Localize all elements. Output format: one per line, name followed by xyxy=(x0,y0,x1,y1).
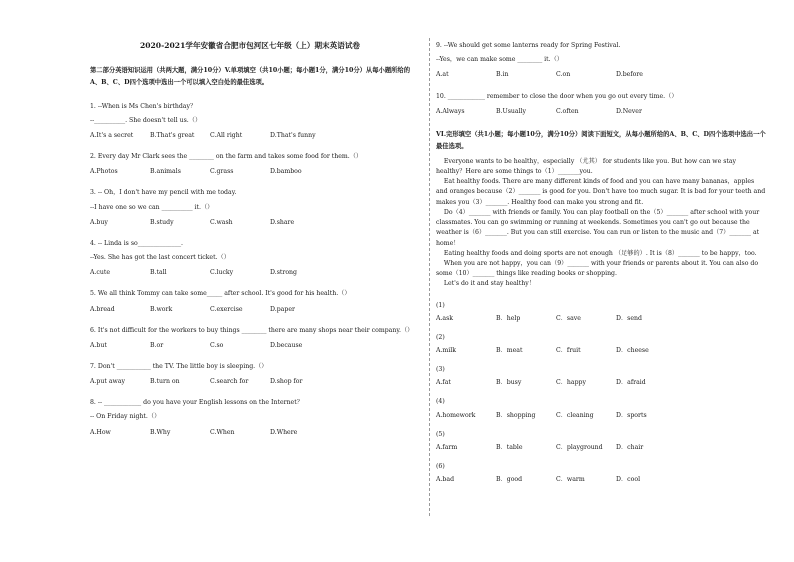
cloze-option[interactable]: D．cheese xyxy=(616,347,649,355)
answer-option[interactable]: B.study xyxy=(150,218,174,226)
cloze-item-number: (6) xyxy=(436,462,445,470)
answer-options xyxy=(90,378,410,385)
answer-option[interactable]: B.or xyxy=(150,341,164,349)
page-title: 2020-2021学年安徽省合肥市包河区七年级（上）期末英语试卷 xyxy=(139,41,361,50)
question-text: 7. Don't ___________ the TV. The little boy is sleeping.（） xyxy=(90,362,268,370)
answer-option[interactable]: B.work xyxy=(150,305,173,313)
question xyxy=(90,326,414,349)
answer-options xyxy=(90,269,410,276)
answer-options xyxy=(90,429,410,436)
question xyxy=(90,189,410,226)
cloze-item-number: (4) xyxy=(436,398,445,406)
question xyxy=(90,399,410,436)
question xyxy=(90,290,410,312)
question xyxy=(90,240,410,277)
answer-option[interactable]: A.at xyxy=(436,71,449,79)
question-text: 2. Every day Mr Clark sees the ________ on the farm and takes some food for them.（） xyxy=(90,153,363,161)
answer-option[interactable]: D.Where xyxy=(270,428,298,436)
cloze-option[interactable]: C．save xyxy=(556,314,581,322)
answer-option[interactable]: A.bread xyxy=(90,305,115,313)
answer-option[interactable]: C.so xyxy=(210,341,224,349)
answer-option[interactable]: C.wash xyxy=(210,218,233,226)
cloze-item-number: (5) xyxy=(436,430,445,438)
question-list-continued xyxy=(436,42,766,115)
cloze-options xyxy=(436,379,766,386)
cloze-option[interactable]: C．fruit xyxy=(556,347,581,355)
answer-option[interactable]: A.cute xyxy=(90,269,111,277)
question-text: 5. We all think Tommy can take some_____ after school. It's good for his health.（） xyxy=(90,290,351,298)
cloze-option[interactable]: A.homework xyxy=(436,411,476,419)
cloze-option[interactable]: A.fat xyxy=(436,379,451,387)
cloze-item-number: (2) xyxy=(436,333,445,341)
answer-options xyxy=(90,132,410,139)
left-column xyxy=(90,41,414,450)
cloze-option[interactable]: B．busy xyxy=(496,379,522,387)
answer-option[interactable]: D.before xyxy=(616,71,643,79)
answer-option[interactable]: C.lucky xyxy=(210,269,234,277)
cloze-option[interactable]: B．table xyxy=(496,443,523,451)
answer-options xyxy=(436,108,766,115)
answer-option[interactable]: B.turn on xyxy=(150,378,180,385)
question-text: 9. --We should get some lanterns ready for Spring Festival. --Yes，we can make some ________ it.（） xyxy=(436,42,621,64)
answer-option[interactable]: B.That's great xyxy=(150,132,195,139)
question xyxy=(90,103,410,140)
cloze-option[interactable]: D．afraid xyxy=(616,379,646,387)
question-text: 6. It's not difficult for the workers to buy things ________ there are many shops near their company.（） xyxy=(90,326,414,334)
question xyxy=(436,93,766,115)
answer-option[interactable]: B.animals xyxy=(150,168,181,176)
question xyxy=(90,153,410,175)
cloze-option[interactable]: D．cool xyxy=(616,476,641,484)
answer-option[interactable]: C.search for xyxy=(210,378,249,385)
cloze-options xyxy=(436,444,766,451)
cloze-options xyxy=(436,315,766,322)
answer-option[interactable]: B.in xyxy=(496,71,509,79)
question-text: 4. -- Linda is so______________. --Yes. She has got the last concert ticket.（） xyxy=(90,239,230,262)
answer-options xyxy=(90,219,410,226)
cloze-option[interactable]: B．good xyxy=(496,476,523,484)
answer-option[interactable]: B.Usually xyxy=(496,107,527,115)
answer-option[interactable]: B.Why xyxy=(150,428,171,436)
section-heading-single-choice: 第二部分英语知识运用（共两大题，满分10分）V.单项填空（共10小题；每小题1分，满分10分）从每小题所给的A、B、C、D四个选项中选出一个可以填入空白处的最佳选项。 xyxy=(90,66,411,86)
cloze-option[interactable]: D．send xyxy=(616,314,642,322)
right-column xyxy=(436,42,766,483)
answer-option[interactable]: C.When xyxy=(210,428,235,436)
cloze-option[interactable]: D．chair xyxy=(616,443,644,451)
answer-option[interactable]: A.Photos xyxy=(90,168,118,176)
cloze-option[interactable]: B．meat xyxy=(496,347,523,355)
cloze-options xyxy=(436,412,766,419)
answer-option[interactable]: B.tall xyxy=(150,269,167,277)
answer-option[interactable]: A.but xyxy=(90,341,107,349)
cloze-options xyxy=(436,476,766,483)
answer-option[interactable]: A.buy xyxy=(90,218,108,226)
cloze-option[interactable]: C．happy xyxy=(556,379,587,387)
answer-option[interactable]: C.on xyxy=(556,71,571,79)
answer-option[interactable]: C.All right xyxy=(210,132,243,139)
question-text: 3. -- Oh，I don't have my pencil with me today. --I have one so we can __________ it.（） xyxy=(90,189,237,211)
cloze-options xyxy=(436,347,766,354)
question xyxy=(90,363,410,385)
cloze-option[interactable]: A.ask xyxy=(436,314,454,322)
answer-options xyxy=(90,168,410,175)
cloze-option[interactable]: B．help xyxy=(496,314,521,322)
answer-option[interactable]: A.put away xyxy=(90,378,126,385)
answer-option[interactable]: A.It's a secret xyxy=(90,132,134,139)
cloze-option[interactable]: A.bad xyxy=(436,476,455,484)
answer-options xyxy=(436,71,766,78)
cloze-option[interactable]: D．sports xyxy=(616,411,647,419)
answer-option[interactable]: D.That's funny xyxy=(270,132,316,139)
answer-option[interactable]: D.strong xyxy=(270,269,297,277)
cloze-item-number: (1) xyxy=(436,301,445,309)
answer-option[interactable]: D.shop for xyxy=(270,378,303,385)
answer-options xyxy=(90,342,410,349)
section-heading-cloze: VI.完形填空（共1小题；每小题10分，满分10分）阅读下面短文，从每小题所给的A、B、C、D四个选项中选出一个最佳选项。 xyxy=(436,130,766,150)
cloze-option[interactable]: C．warm xyxy=(556,476,585,484)
cloze-option[interactable]: C．cleaning xyxy=(556,411,594,419)
answer-options xyxy=(90,306,410,313)
cloze-option[interactable]: B．shopping xyxy=(496,411,536,419)
cloze-passage: Everyone wants to be healthy，especially （尤其） for students like you. But how can we stay healthy？Here are some things to（1）_______you. Eat healthy foods. There are many different kinds of food and you can have many bananas，apples and oranges because（2）_______ is good for you. Don't have too much sugar. It is bad for your teeth and makes you（3）_______. Healthy food can make you strong and fit. Do（4）_______ with friends or family. You can play football on the（5）_______ after school with your classmates. You can go swimming or running at weekends. Sometimes you can't go out because the weather is（6）_______. But you can still exercise. You can run or listen to the music and（7）_______ at home！ Eating healthy foods and doing sports are not enough （足够的）. It is（8）_______ to be happy，too. When you are not happy，you can（9）_______ with your friends or parents about it. You can also do some（10）_______ things like reading books or shopping. Let's do it and stay healthy！ xyxy=(436,157,766,288)
answer-option[interactable]: D.share xyxy=(270,218,295,226)
cloze-option[interactable]: A.milk xyxy=(436,347,457,355)
answer-option[interactable]: D.Never xyxy=(616,107,642,115)
answer-option[interactable]: C.exercise xyxy=(210,305,243,313)
answer-option[interactable]: D.bamboo xyxy=(270,168,302,176)
answer-option[interactable]: D.paper xyxy=(270,305,295,313)
cloze-item-list xyxy=(436,302,766,484)
cloze-item-number: (3) xyxy=(436,366,445,374)
cloze-option[interactable]: A.farm xyxy=(436,443,458,451)
answer-option[interactable]: A.How xyxy=(90,428,111,436)
cloze-option[interactable]: C．playground xyxy=(556,443,603,451)
question-list xyxy=(90,102,414,436)
question xyxy=(436,42,766,79)
question-text: 10. ____________ remember to close the door when you go out every time.（） xyxy=(436,92,678,100)
answer-option[interactable]: C.often xyxy=(556,107,579,115)
answer-option[interactable]: A.Always xyxy=(436,107,465,115)
question-text: 1. --When is Ms Chen's birthday？ --__________. She doesn't tell us.（） xyxy=(90,102,202,124)
answer-option[interactable]: C.grass xyxy=(210,168,234,176)
answer-option[interactable]: D.because xyxy=(270,341,303,349)
question-text: 8. -- ____________ do you have your English lessons on the Internet？ -- On Friday night.（） xyxy=(90,399,303,421)
column-divider xyxy=(429,38,430,516)
